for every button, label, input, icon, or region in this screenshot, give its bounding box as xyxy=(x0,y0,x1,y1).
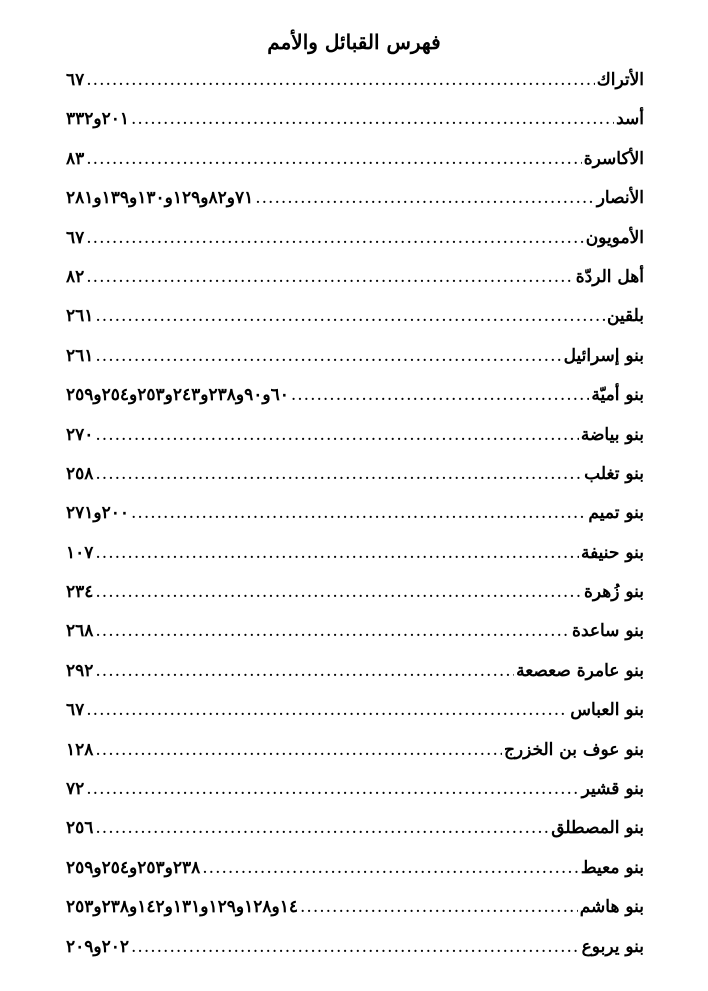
entry-name: بنو زُهرة xyxy=(583,582,644,603)
index-entry xyxy=(66,809,644,848)
index-entry xyxy=(66,219,644,258)
entry-pages: ٨٢ xyxy=(66,266,85,287)
index-entry xyxy=(66,494,644,533)
index-entry xyxy=(66,534,644,573)
entry-name: بنو يربوع xyxy=(581,936,644,957)
index-entry xyxy=(66,573,644,612)
dot-leader xyxy=(95,652,514,691)
entry-pages: ٢٠١و٣٣٢ xyxy=(66,109,130,130)
index-entry xyxy=(66,376,644,415)
dot-leader xyxy=(291,376,589,415)
entry-name: بنو عامرة صعصعة xyxy=(516,660,644,681)
index-entry xyxy=(66,928,644,967)
entry-name: بلقين xyxy=(606,306,644,327)
index-entry xyxy=(66,770,644,809)
index-entry xyxy=(66,337,644,376)
entry-pages: ٢٠٠و٢٧١ xyxy=(66,503,130,524)
entry-name: بنو ساعدة xyxy=(572,621,644,642)
index-entry xyxy=(66,612,644,651)
entry-pages: ٦٧ xyxy=(66,700,85,721)
entry-pages: ٧١و٨٢و١٢٩و١٣٠و١٣٩و٢٨١ xyxy=(66,188,254,209)
entry-name: بنو حنيفة xyxy=(580,542,644,563)
index-entry xyxy=(66,61,644,100)
dot-leader xyxy=(86,61,594,100)
entry-pages: ٧٢ xyxy=(66,779,85,800)
entry-pages: ٢٧٠ xyxy=(66,424,94,445)
entry-pages: ٢٦١ xyxy=(66,345,94,366)
dot-leader xyxy=(300,888,578,927)
entry-pages: ٢٦١ xyxy=(66,306,94,327)
entry-name: الأنصار xyxy=(596,188,644,209)
entry-pages: ٦٠و٩٠و٢٣٨و٢٤٣و٢٥٣و٢٥٤و٢٥٩ xyxy=(66,385,289,406)
dot-leader xyxy=(95,534,579,573)
index-entry xyxy=(66,888,644,927)
entry-name: بنو إسرائيل xyxy=(563,345,644,366)
index-list xyxy=(66,61,644,967)
dot-leader xyxy=(95,297,605,336)
dot-leader xyxy=(131,928,580,967)
entry-name: بنو معيط xyxy=(580,857,644,878)
index-entry xyxy=(66,652,644,691)
entry-name: أسد xyxy=(616,109,644,130)
entry-pages: ٢٣٨و٢٥٣و٢٥٤و٢٥٩ xyxy=(66,857,201,878)
entry-pages: ٢٣٤ xyxy=(66,582,94,603)
dot-leader xyxy=(255,179,594,218)
entry-pages: ٦٧ xyxy=(66,227,85,248)
dot-leader xyxy=(86,258,573,297)
index-entry xyxy=(66,140,644,179)
dot-leader xyxy=(95,337,561,376)
entry-name: بنو المصطلق xyxy=(551,818,644,839)
entry-name: الأتراك xyxy=(596,70,644,90)
entry-pages: ٢٩٢ xyxy=(66,660,94,681)
index-entry xyxy=(66,258,644,297)
entry-pages: ١٤و١٢٨و١٢٩و١٣١و١٤٢و٢٣٨و٢٥٣ xyxy=(66,897,299,918)
dot-leader xyxy=(95,731,502,770)
index-entry xyxy=(66,179,644,218)
entry-name: بنو تغلب xyxy=(584,463,644,484)
index-entry xyxy=(66,297,644,336)
index-entry xyxy=(66,731,644,770)
dot-leader xyxy=(95,455,582,494)
dot-leader xyxy=(86,770,579,809)
index-entry xyxy=(66,691,644,730)
entry-name: بنو العباس xyxy=(570,700,644,721)
dot-leader xyxy=(86,691,568,730)
dot-leader xyxy=(95,612,570,651)
dot-leader xyxy=(95,809,549,848)
entry-name: بنو بياضة xyxy=(580,424,644,445)
dot-leader xyxy=(95,416,578,455)
entry-pages: ٨٣ xyxy=(66,148,85,169)
entry-name: بنو تميم xyxy=(588,503,644,524)
dot-leader xyxy=(86,219,583,258)
entry-name: بنو قشير xyxy=(581,779,644,800)
entry-name: الأمويون xyxy=(585,227,644,248)
entry-pages: ١٠٧ xyxy=(66,542,94,563)
entry-name: أهل الردّة xyxy=(575,266,644,287)
index-entry xyxy=(66,849,644,888)
entry-name: بنو أميّة xyxy=(591,385,644,406)
dot-leader xyxy=(131,100,614,139)
entry-pages: ٦٧ xyxy=(66,70,85,90)
dot-leader xyxy=(202,849,579,888)
dot-leader xyxy=(95,573,582,612)
entry-name: بنو هاشم xyxy=(579,897,644,918)
entry-pages: ٢٥٨ xyxy=(66,463,94,484)
entry-name: الأكاسرة xyxy=(583,148,644,169)
index-entry xyxy=(66,416,644,455)
entry-name: بنو عوف بن الخزرج xyxy=(503,739,644,760)
entry-pages: ٢٠٢و٢٠٩ xyxy=(66,936,130,957)
dot-leader xyxy=(131,494,586,533)
page-title: فهرس القبائل والأمم xyxy=(267,30,441,54)
entry-pages: ٢٥٦ xyxy=(66,818,94,839)
entry-pages: ١٢٨ xyxy=(66,739,94,760)
index-entry xyxy=(66,455,644,494)
index-entry xyxy=(66,100,644,139)
dot-leader xyxy=(86,140,582,179)
entry-pages: ٢٦٨ xyxy=(66,621,94,642)
